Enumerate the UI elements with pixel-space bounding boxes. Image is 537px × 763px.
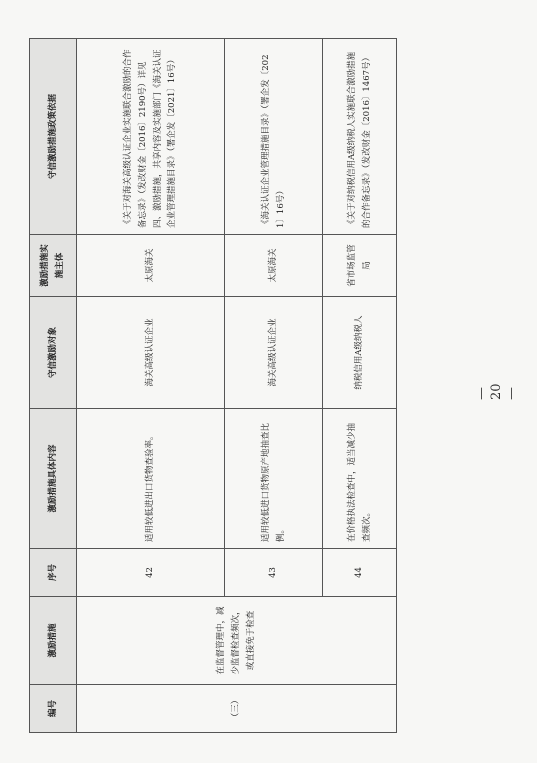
header-basis: 守信激励措施政策依据 (30, 39, 77, 235)
table-header-row (30, 39, 77, 733)
content-cell: 适用较低进出口货物查验率。 (77, 409, 225, 549)
header-seq: 序号 (30, 549, 77, 597)
target-cell: 纳税信用A级纳税人 (323, 297, 397, 409)
basis-cell: 《海关认证企业管理措施目录》（署企发〔2021〕16号） (225, 39, 323, 235)
agency-cell: 省市场监管局 (323, 235, 397, 297)
target-cell: 海关高级认证企业 (225, 297, 323, 409)
header-agency: 激励措施实施主体 (30, 235, 77, 297)
page-number: — 20 — (473, 383, 519, 400)
group-category-cell (77, 597, 397, 685)
header-measure: 激励措施 (30, 597, 77, 685)
header-target: 守信激励对象 (30, 297, 77, 409)
target-cell: 海关高级认证企业 (77, 297, 225, 409)
incentive-measures-table (29, 38, 397, 733)
seq-cell: 44 (323, 549, 397, 597)
content-cell: 在价格执法检查中，适当减少抽查频次。 (323, 409, 397, 549)
content-cell: 适用较低进口货物原产地抽查比例。 (225, 409, 323, 549)
header-content: 激励措施具体内容 (30, 409, 77, 549)
agency-cell: 太原海关 (77, 235, 225, 297)
category-text: 在监督管理中，减少监督检查频次，或直接免于检查 (216, 606, 256, 675)
basis-cell: 《关于对海关高级认证企业实施联合激励的合作备忘录》（发改财金〔2016〕2190号）详见四、激励措施，共享内容及实施部门《海关认证企业管理措施目录》（署企发〔2021〕16号） (77, 39, 225, 235)
group-id-cell: （三） (77, 685, 397, 733)
seq-cell: 43 (225, 549, 323, 597)
basis-cell: 《关于对纳税信用A级纳税人实施联合激励措施的合作备忘录》（发改财金〔2016〕1467号） (323, 39, 397, 235)
agency-cell: 太原海关 (225, 235, 323, 297)
header-id: 编号 (30, 685, 77, 733)
seq-cell: 42 (77, 549, 225, 597)
rotated-table-wrapper (29, 39, 393, 733)
table-row (77, 39, 225, 733)
